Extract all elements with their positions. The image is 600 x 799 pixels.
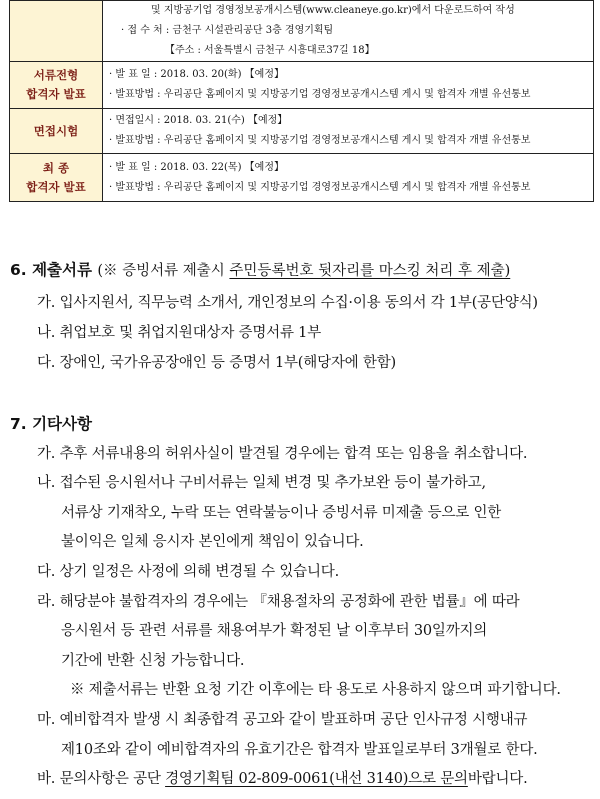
- interview-details: [103, 109, 594, 154]
- table-row: [10, 1, 594, 62]
- list-item-continuation: 불이익은 일체 응시자 본인에게 책임이 있습니다.: [61, 534, 364, 550]
- table-row: [10, 154, 594, 202]
- contact-prefix: 바. 문의사항은 공단: [37, 771, 166, 787]
- interview-date: · 면접일시 : 2018. 03. 21(수) 【예정】: [109, 115, 288, 126]
- contact-suffix: 바랍니다.: [467, 771, 528, 787]
- announcement-date: · 발 표 일 : 2018. 03. 22(목) 【예정】: [109, 161, 284, 173]
- header-line: 최 종: [42, 160, 70, 175]
- list-item-continuation: 응시원서 등 관련 서류를 채용여부가 확정된 날 이후부터 30일까지의: [61, 623, 488, 639]
- row-header-document-screening: [10, 62, 103, 109]
- list-item-continuation: 기간에 반환 신청 가능합니다.: [61, 653, 245, 669]
- announcement-method: · 발표방법 : 우리공단 홈페이지 및 지방공기업 경영정보공개시스템 게시 및 합격자 개별 유선통보: [109, 181, 531, 193]
- schedule-table: [9, 0, 594, 202]
- header-line: 서류전형: [33, 68, 79, 82]
- row-header-interview: [10, 109, 103, 154]
- list-item: 다. 상기 일정은 사정에 의해 변경될 수 있습니다.: [37, 564, 340, 580]
- section-6-heading: [10, 258, 510, 280]
- download-note: 및 지방공기업 경영정보공개시스템(www.cleaneye.go.kr)에서 다운로드하여 작성: [151, 5, 515, 16]
- table-row: [10, 109, 594, 154]
- announcement-method: · 발표방법 : 우리공단 홈페이지 및 지방공기업 경영정보공개시스템 게시 및 합격자 개별 유선통보: [109, 89, 531, 100]
- list-item: 다. 장애인, 국가유공장애인 등 증명서 1부(해당자에 한함): [37, 355, 396, 371]
- document-screening-details: [103, 62, 594, 109]
- list-item: 라. 해당분야 불합격자의 경우에는 『채용절차의 공정화에 관한 법률』에 따라: [37, 594, 520, 610]
- section-6-note-underlined: 주민등록번호 뒷자리를 마스킹 처리 후 제출): [229, 263, 511, 279]
- section-6-note-prefix: (※ 증빙서류 제출시: [97, 263, 230, 279]
- header-line: 면접시험: [33, 123, 79, 138]
- row-header-final-results: [10, 154, 103, 202]
- reception-info-cell: [103, 1, 594, 62]
- empty-header-cell: [10, 1, 103, 62]
- announcement-date: · 발 표 일 : 2018. 03. 20(화) 【예정】: [109, 69, 284, 80]
- list-item-contact: [37, 767, 527, 788]
- list-item-continuation: 제10조와 같이 예비합격자의 유효기간은 합격자 발표일로부터 3개월로 한다.: [61, 742, 538, 758]
- reception-office: · 접 수 처 : 금천구 시설관리공단 3층 경영기획팀: [121, 25, 334, 36]
- list-item: 가. 추후 서류내용의 허위사실이 발견될 경우에는 합격 또는 임용을 취소합니다.: [37, 446, 528, 462]
- list-item: 나. 취업보호 및 취업지원대상자 증명서류 1부: [37, 325, 322, 341]
- list-item: 나. 접수된 응시원서나 구비서류는 일체 변경 및 추가보완 등이 불가하고,: [37, 475, 486, 491]
- header-line: 합격자 발표: [26, 179, 86, 194]
- final-results-details: [103, 154, 594, 202]
- office-address: 【주소 : 서울특별시 금천구 시흥대로37길 18】: [165, 45, 375, 56]
- table-row: [10, 62, 594, 109]
- contact-info: 경영기획팀 02-809-0061(내선 3140)으로 문의: [165, 771, 468, 787]
- list-item-continuation: 서류상 기재착오, 누락 또는 연락불능이나 증빙서류 미제출 등으로 인한: [61, 505, 502, 521]
- header-line: 합격자 발표: [26, 87, 86, 101]
- list-item: 마. 예비합격자 발생 시 최종합격 공고와 같이 발표하며 공단 인사규정 시행내규: [37, 712, 528, 728]
- list-item: 가. 입사지원서, 직무능력 소개서, 개인정보의 수집·이용 동의서 각 1부(공단양식): [37, 295, 538, 311]
- list-item-note: ※ 제출서류는 반환 요청 기간 이후에는 타 용도로 사용하지 않으며 파기합니다.: [70, 682, 561, 698]
- section-6-title: 6. 제출서류: [10, 261, 92, 279]
- announcement-method: · 발표방법 : 우리공단 홈페이지 및 지방공기업 경영정보공개시스템 게시 및 합격자 개별 유선통보: [109, 135, 531, 146]
- section-7-title: 7. 기타사항: [10, 415, 92, 433]
